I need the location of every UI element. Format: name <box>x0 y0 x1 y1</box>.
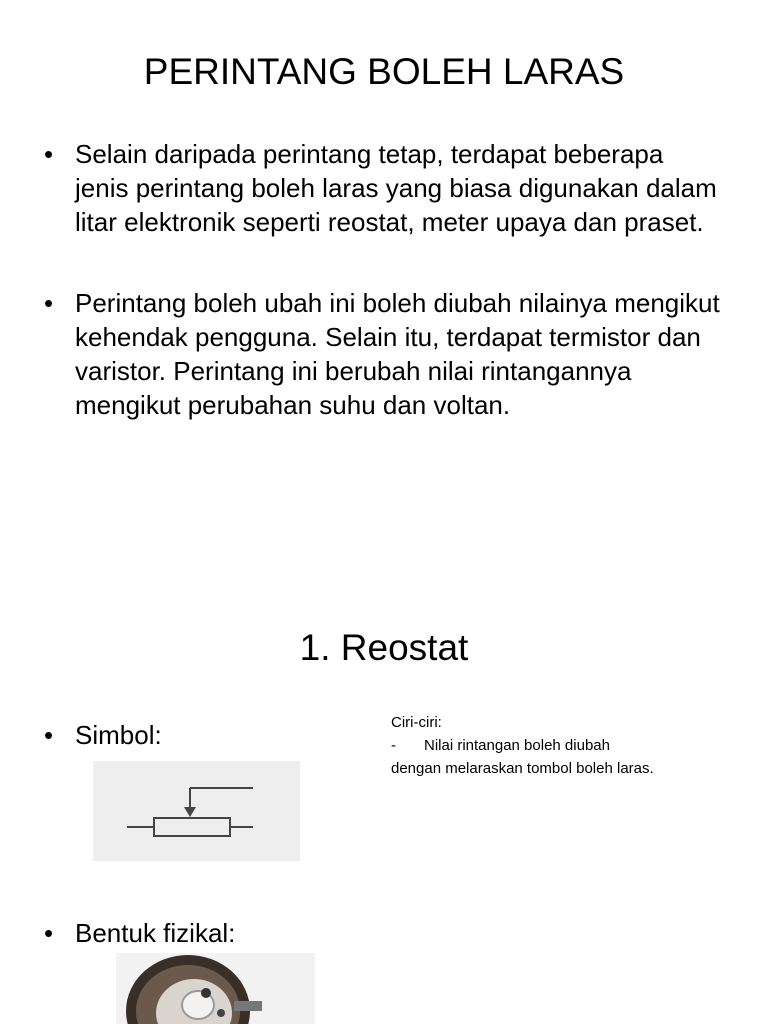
bullet-list <box>44 137 724 422</box>
notes-item-first: Nilai rintangan boleh diubah <box>424 737 610 754</box>
physical-form-label-text: Bentuk fizikal: <box>75 918 236 948</box>
bullet-dot-icon: • <box>44 720 54 750</box>
symbol-label <box>44 718 162 752</box>
notes-item <box>391 734 681 757</box>
notes-dash: - <box>391 737 396 754</box>
section-title: 1. Reostat <box>299 627 469 668</box>
bullet-item <box>44 137 724 239</box>
rheostat-symbol-image <box>93 761 300 861</box>
notes-heading: Ciri-ciri: <box>391 714 442 731</box>
bullet-text: Selain daripada perintang tetap, terdapat beberapa jenis perintang boleh laras yang biasa digunakan dalam litar elektronik seperti reostat, meter upaya dan praset. <box>75 139 717 237</box>
bullet-text: Perintang boleh ubah ini boleh diubah nilainya mengikut kehendak pengguna. Selain itu, terdapat termistor dan varistor. Perintang ini berubah nilai rintangannya mengikut perubahan suhu dan voltan. <box>75 288 720 420</box>
rheostat-photo-icon <box>116 953 315 1024</box>
bullet-dot-icon: • <box>44 918 54 948</box>
characteristics-notes <box>391 711 681 780</box>
slide-title: PERINTANG BOLEH LARAS <box>143 51 625 92</box>
rheostat-symbol-icon <box>93 761 300 861</box>
rheostat-photo <box>116 953 315 1024</box>
bullet-dot-icon: • <box>44 139 54 169</box>
bullet-dot-icon: • <box>44 288 54 318</box>
physical-form-label <box>44 916 235 950</box>
bullet-item <box>44 286 724 422</box>
notes-item-rest: dengan melaraskan tombol boleh laras. <box>391 760 654 777</box>
symbol-label-text: Simbol: <box>75 720 162 750</box>
